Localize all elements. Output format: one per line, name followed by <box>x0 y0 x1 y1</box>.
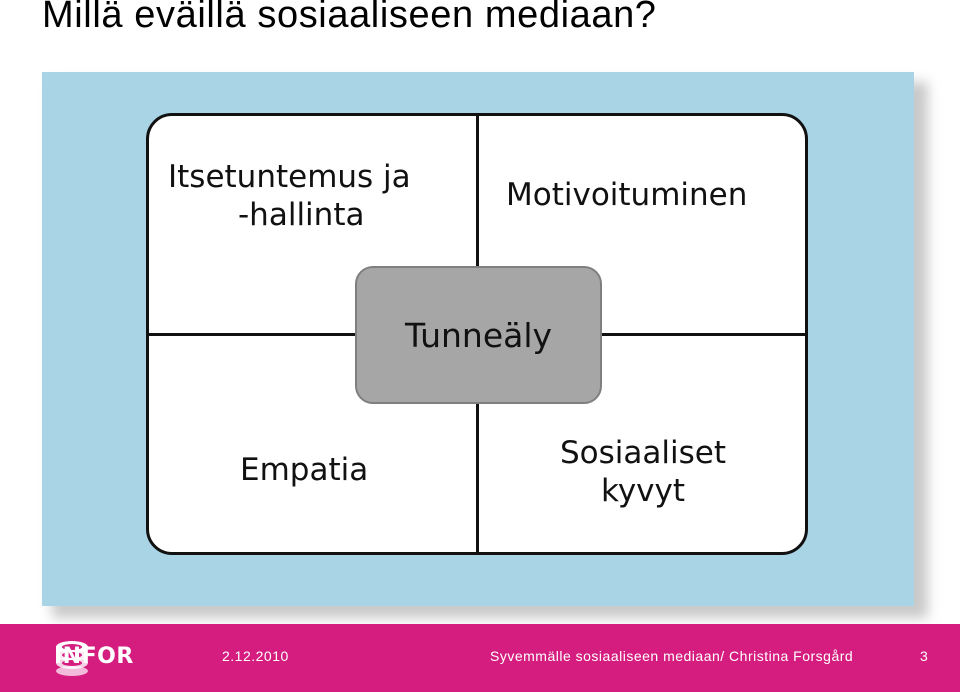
quadrant-top-left-line1: Itsetuntemus ja <box>168 159 411 195</box>
quadrant-bottom-right-line1: Sosiaaliset <box>559 435 726 471</box>
infor-logo-text: INFOR <box>54 644 134 669</box>
page-number: 3 <box>920 648 929 664</box>
quadrant-top-left <box>168 158 411 234</box>
center-box <box>355 266 602 404</box>
quadrant-top-left-line2: -hallinta <box>238 197 365 233</box>
quadrant-top-right: Motivoituminen <box>506 177 748 213</box>
quadrant-bottom-left: Empatia <box>240 452 369 488</box>
divider-top <box>476 113 479 266</box>
footer-caption: Syvemmälle sosiaaliseen mediaan/ Christina Forsgård <box>490 648 854 664</box>
quadrant-bottom-right-line2: kyvyt <box>600 473 686 509</box>
quadrant-bottom-right <box>548 434 738 510</box>
divider-left <box>146 333 355 336</box>
slide-title: Millä eväillä sosiaaliseen mediaan? <box>42 0 657 36</box>
center-label: Tunneäly <box>404 315 553 355</box>
divider-right <box>602 333 808 336</box>
divider-bottom <box>476 404 479 555</box>
footer-date: 2.12.2010 <box>222 648 289 664</box>
